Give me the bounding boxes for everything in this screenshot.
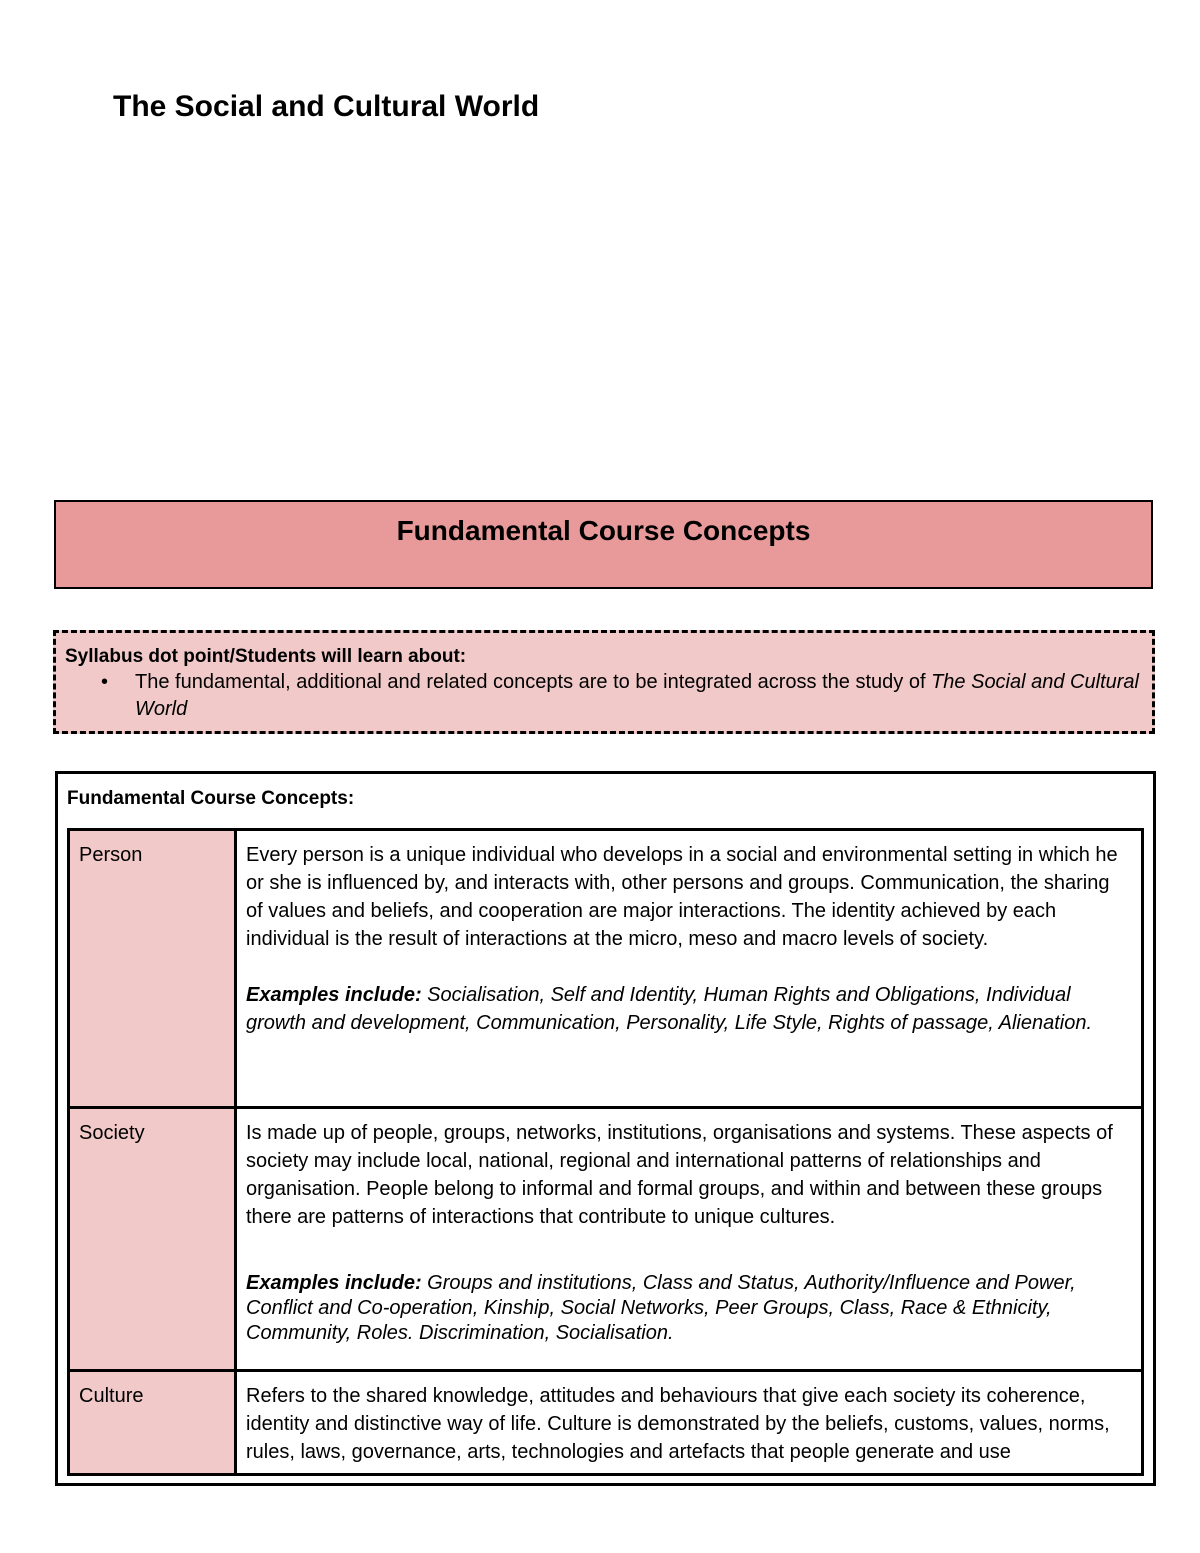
table-row bbox=[69, 1371, 1143, 1475]
examples-label: Examples include: bbox=[246, 1272, 422, 1294]
concepts-heading: Fundamental Course Concepts: bbox=[67, 788, 355, 809]
syllabus-item-text: The fundamental, additional and related concepts are to be integrated across the study of bbox=[135, 671, 932, 693]
concepts-box bbox=[55, 771, 1156, 1486]
definition-cell bbox=[236, 1108, 1143, 1371]
definition-cell bbox=[236, 1371, 1143, 1475]
examples-list: Socialisation, Self and Identity, Human Rights and Obligations, Individual growth and development, Communication, Personality, Life Style, Rights of passage, Alienation. bbox=[246, 984, 1093, 1034]
syllabus-item-italic: The Social and Cultural World bbox=[135, 671, 1139, 720]
definition-text: Refers to the shared knowledge, attitudes and behaviours that give each society its coherence, identity and distinctive way of life. Culture is demonstrated by the beliefs, customs, values, norms, rules, laws, governance, arts, technologies and artefacts that people generate and use bbox=[246, 1385, 1110, 1463]
syllabus-box bbox=[53, 630, 1155, 734]
term-cell: Society bbox=[69, 1108, 236, 1371]
bullet-icon: • bbox=[101, 671, 109, 693]
table-row bbox=[69, 1108, 1143, 1371]
term-cell: Culture bbox=[69, 1371, 236, 1475]
examples-text bbox=[246, 1271, 1131, 1346]
term-cell: Person bbox=[69, 830, 236, 1108]
document-title: The Social and Cultural World bbox=[113, 90, 540, 123]
definition-text: Every person is a unique individual who develops in a social and environmental setting in which he or she is influenced by, and interacts with, other persons and groups. Communication, the sharing of values and beliefs, and cooperation are major interactions. The identity achieved by each individual is the result of interactions at the micro, meso and macro levels of society. bbox=[246, 844, 1118, 950]
definition-cell bbox=[236, 830, 1143, 1108]
section-banner bbox=[54, 500, 1153, 589]
examples-text bbox=[246, 981, 1131, 1037]
examples-list: Groups and institutions, Class and Status, Authority/Influence and Power, Conflict and Co-operation, Kinship, Social Networks, Peer Groups, Class, Race & Ethnicity, Community, Roles. Discrimination, Socialisation. bbox=[246, 1272, 1076, 1344]
table-row bbox=[69, 830, 1143, 1108]
concepts-table bbox=[67, 828, 1144, 1476]
definition-text: Is made up of people, groups, networks, institutions, organisations and systems. These aspects of society may include local, national, regional and international patterns of relationships and organisation. People belong to informal and formal groups, and within and between these groups there are patterns of interactions that contribute to unique cultures. bbox=[246, 1122, 1113, 1228]
syllabus-list bbox=[65, 669, 1142, 723]
banner-title: Fundamental Course Concepts bbox=[396, 515, 811, 546]
syllabus-heading: Syllabus dot point/Students will learn about: bbox=[65, 646, 467, 667]
syllabus-item bbox=[101, 669, 1142, 723]
examples-label: Examples include: bbox=[246, 984, 422, 1006]
